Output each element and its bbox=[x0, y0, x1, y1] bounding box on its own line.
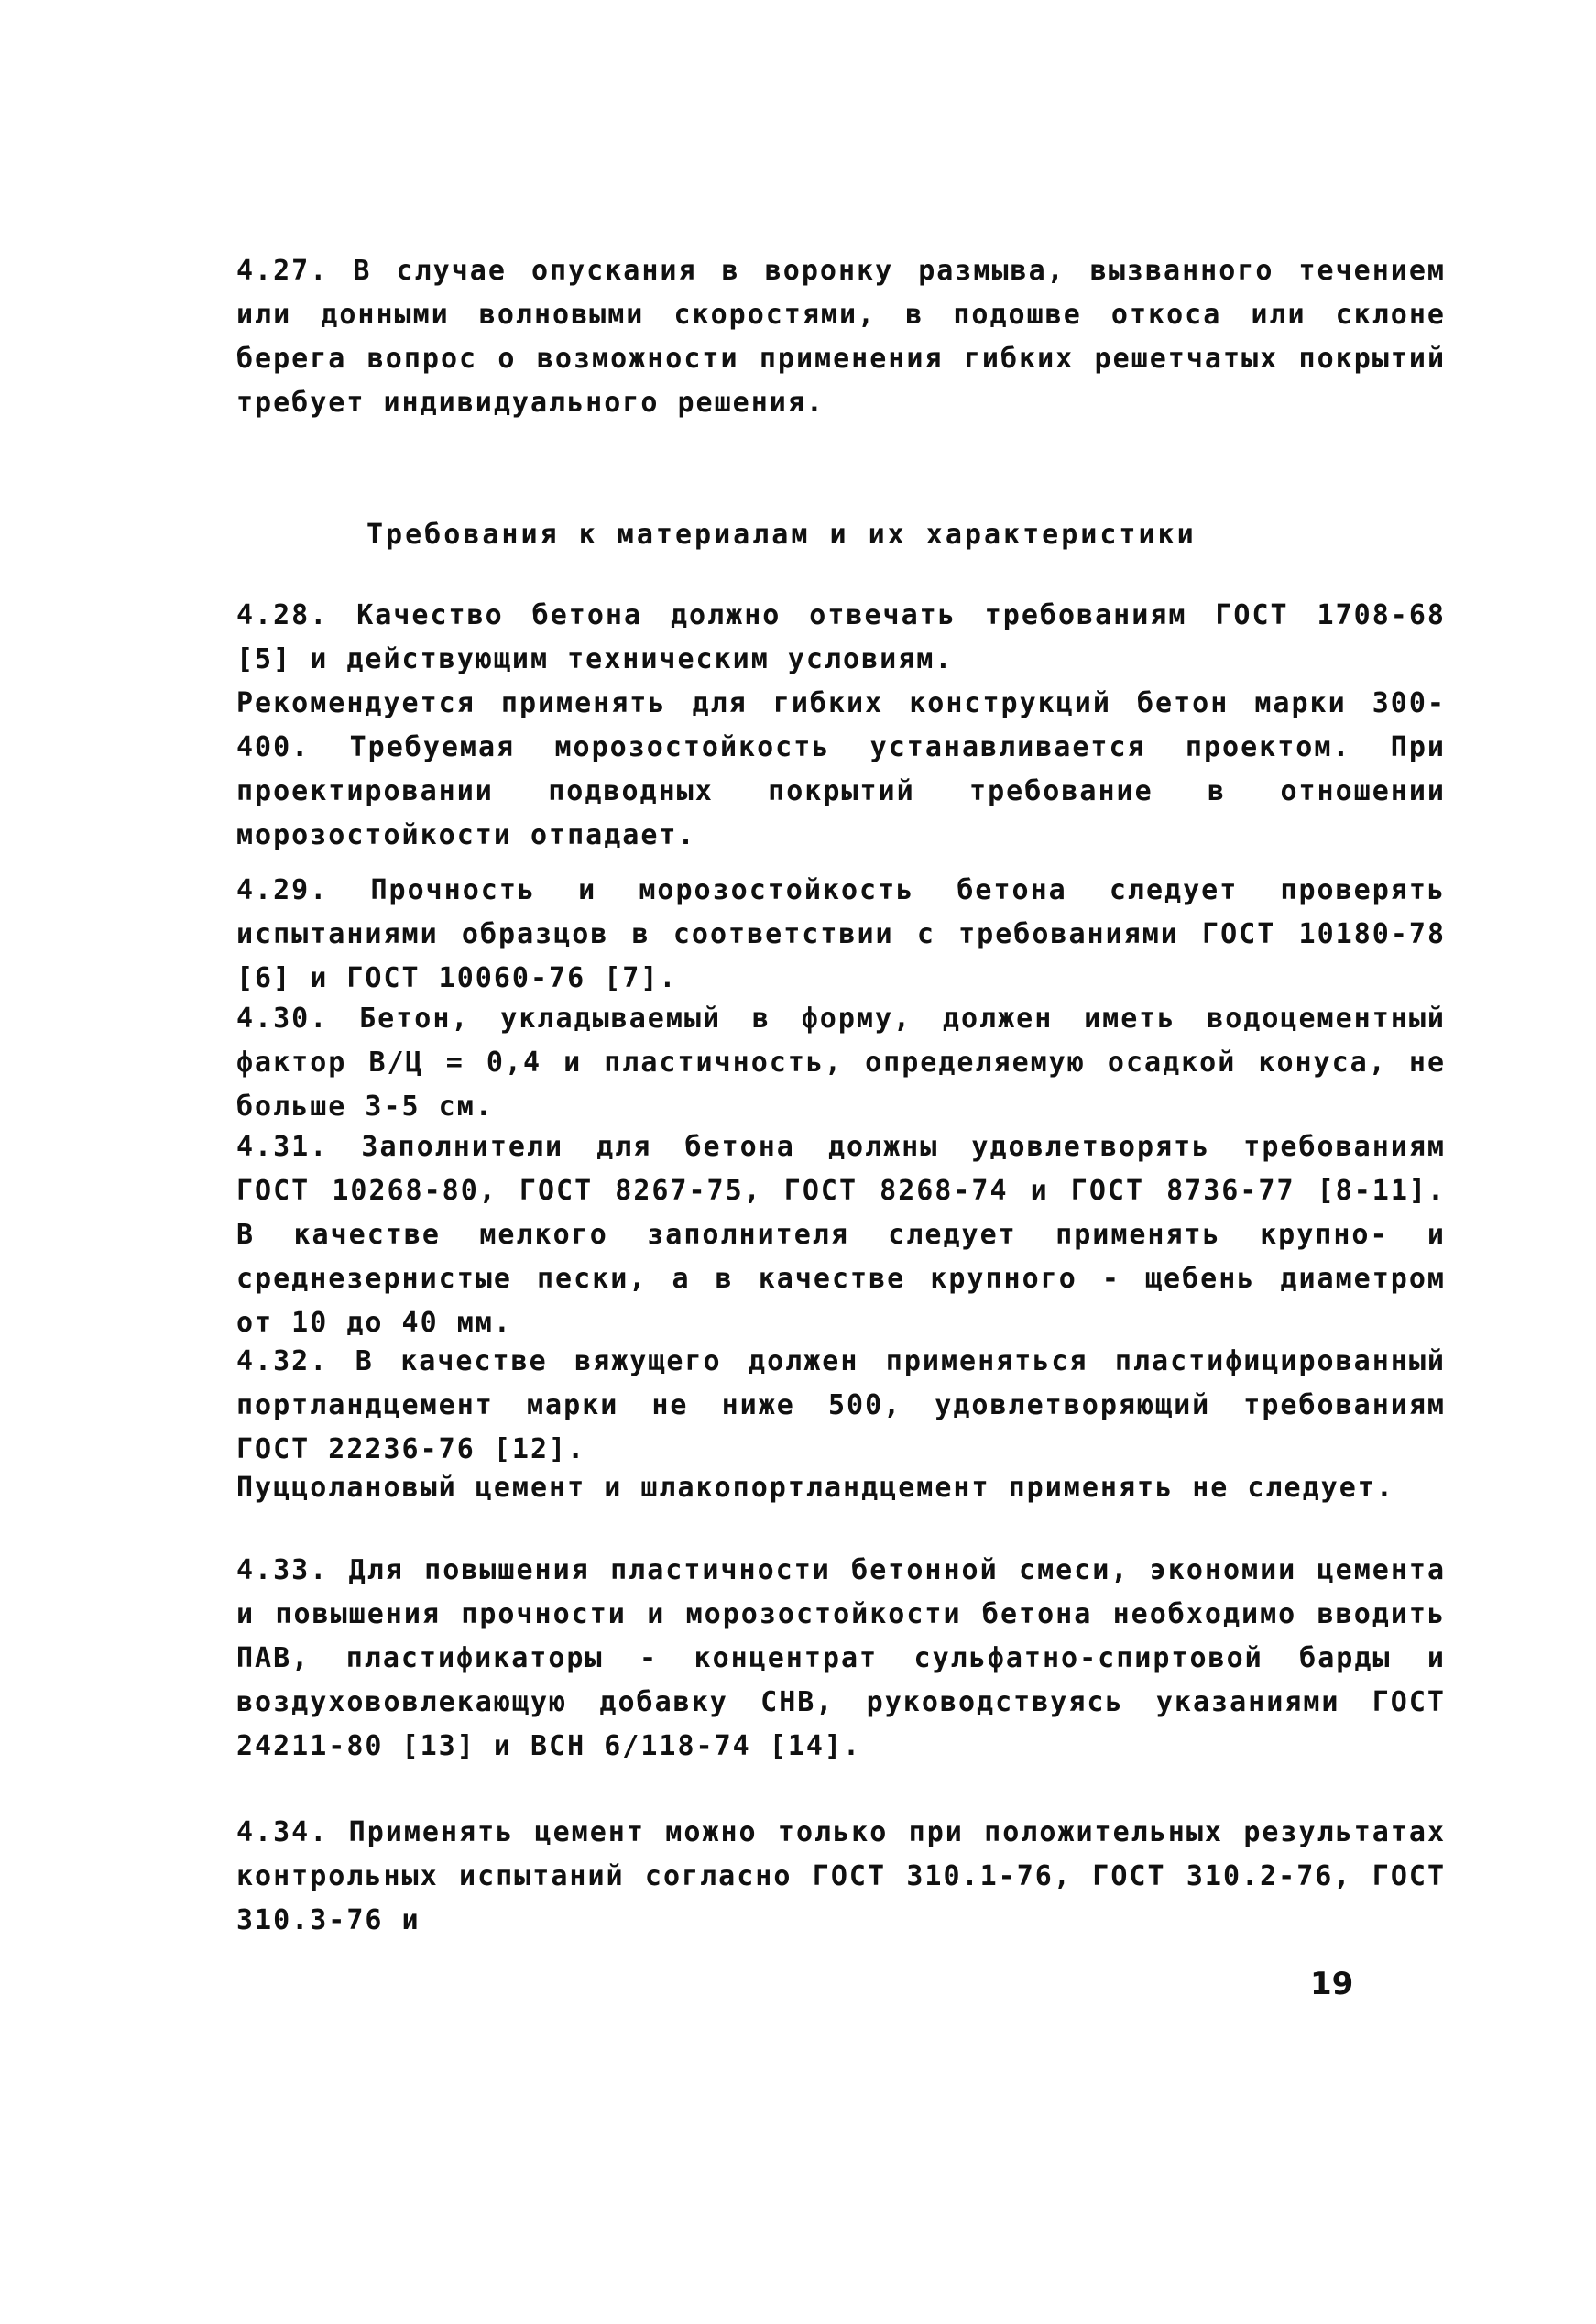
paragraph-4-34: 4.34. Применять цемент можно только при положительных результатах контрольных испытаний согласно ГОСТ 310.1-76, ГОСТ 310.2-76, ГОСТ 310.3-76 и bbox=[236, 1816, 1446, 1936]
paragraph-4-29: 4.29. Прочность и морозостойкость бетона следует проверять испытаниями образцов в соответствии с требованиями ГОСТ 10180-78 [6] и ГОСТ 10060-76 [7]. bbox=[236, 874, 1446, 994]
paragraph-4-31: 4.31. Заполнители для бетона должны удовлетворять требованиям ГОСТ 10268-80, ГОСТ 8267-75, ГОСТ 8268-74 и ГОСТ 8736-77 [8-11]. В качестве мелкого заполнителя следует применять крупно- и среднезернистые пески, а в качестве крупного - щебень диаметром от 10 до 40 мм. bbox=[236, 1131, 1446, 1339]
paragraph-4-28: 4.28. Качество бетона должно отвечать требованиям ГОСТ 1708-68 [5] и действующим техническим условиям. bbox=[236, 599, 1446, 675]
section-heading: Требования к материалам и их характеристики bbox=[366, 519, 1197, 551]
paragraph-4-33: 4.33. Для повышения пластичности бетонной смеси, экономии цемента и повышения прочности и морозостойкости бетона необходимо вводить ПАВ, пластификаторы - концентрат сульфатно-спиртовой барды и воздухововлекающую добавку СНВ, руководствуясь указаниями ГОСТ 24211-80 [13] и ВСН 6/118-74 [14]. bbox=[236, 1554, 1446, 1762]
paragraph-4-32: 4.32. В качестве вяжущего должен применяться пластифицированный портландцемент марки не ниже 500, удовлетворяющий требованиям ГОСТ 22236-76 [12]. bbox=[236, 1345, 1446, 1465]
paragraph-4-30: 4.30. Бетон, укладываемый в форму, должен иметь водоцементный фактор В/Ц = 0,4 и пластичность, определяемую осадкой конуса, не больше 3-5 см. bbox=[236, 1003, 1446, 1123]
paragraph-pozzolan: Пуццолановый цемент и шлакопортландцемент применять не следует. bbox=[236, 1472, 1394, 1504]
paragraph-4-27: 4.27. В случае опускания в воронку размыва, вызванного течением или донными волновыми скоростями, в подошве откоса или склоне берега вопрос о возможности применения гибких решетчатых покрытий требует индивидуального решения. bbox=[236, 255, 1446, 419]
page-number: 19 bbox=[1310, 1966, 1354, 2002]
paragraph-recommendation: Рекомендуется применять для гибких конструкций бетон марки 300-400. Требуемая морозостойкость устанавливается проектом. При проектировании подводных покрытий требование в отношении морозостойкости отпадает. bbox=[236, 687, 1446, 851]
